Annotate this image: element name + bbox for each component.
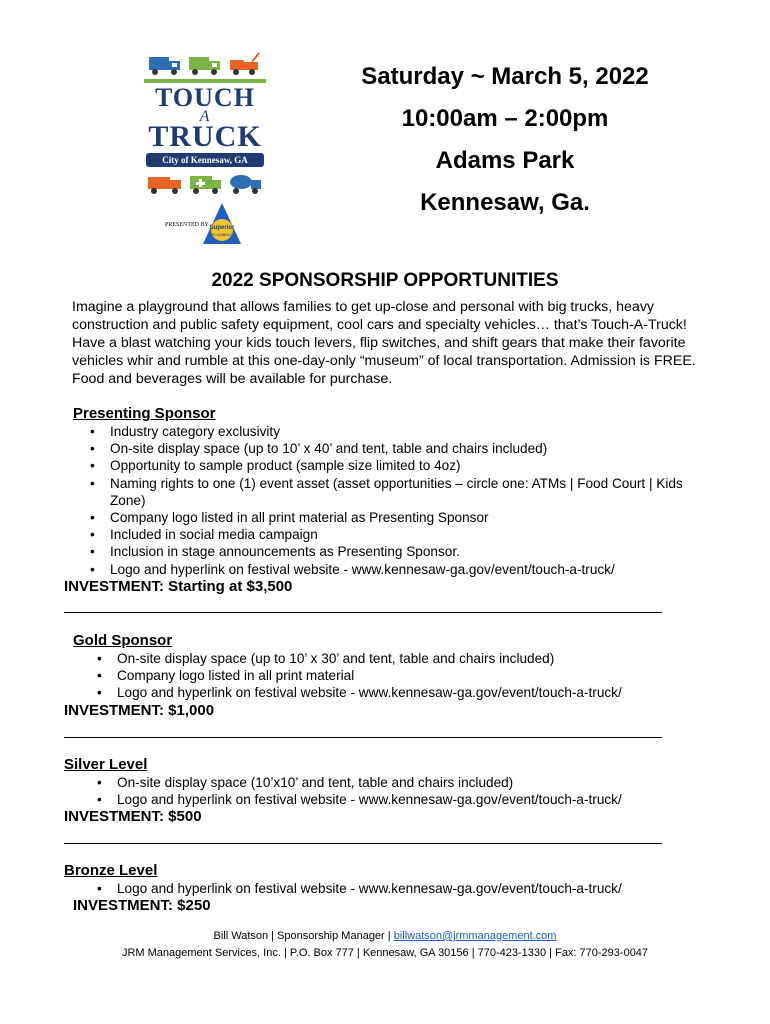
section-heading: Gold Sponsor [73,632,173,649]
sponsor-badge-sub: PLUMBING [211,232,233,237]
list-item [97,667,694,684]
list-item-text: On-site display space (10’x10’ and tent, table and chairs included) [117,775,514,790]
list-item-text: Logo and hyperlink on festival website - www.kennesaw-ga.gov/event/touch-a-truck/ [117,792,622,808]
logo-top-trucks [140,50,270,76]
bullet: • [90,441,95,457]
bullet: • [90,458,95,474]
list-item [90,526,694,543]
list-item-text: Opportunity to sample product (sample size limited to 4oz) [110,458,461,474]
event-venue: Adams Park [435,147,575,174]
contact-email-link[interactable]: billwatson@jrmmanagement.com [393,930,557,942]
list-item [97,774,694,791]
bullet: • [90,527,95,543]
list-item-text: On-site display space (up to 10’ x 30’ and tent, table and chairs included) [117,651,555,666]
fire-truck-icon [147,173,183,195]
list-item-text: Logo and hyperlink on festival website - www.kennesaw-ga.gov/event/touch-a-truck/ [110,561,615,577]
footer-contact-line [0,928,770,945]
section-heading: Silver Level [64,756,148,773]
logo-city-banner: City of Kennesaw, GA [146,153,264,167]
mixer-truck-icon [229,173,263,195]
event-date: Saturday ~ March 5, 2022 [361,63,649,90]
list-item [90,457,694,474]
gold-sponsor-section [64,632,694,720]
section-heading: Bronze Level [64,862,158,879]
logo-bottom-trucks [140,169,270,195]
list-item [90,509,694,526]
list-item-text: Company logo listed in all print material as Presenting Sponsor [110,510,489,526]
bullet: • [90,561,95,577]
investment-amount: INVESTMENT: $1,000 [64,701,215,719]
footer [0,928,770,962]
bullet: • [97,775,102,790]
list-item-text: Industry category exclusivity [110,424,280,439]
section-heading: Presenting Sponsor [73,405,216,422]
event-info [300,56,710,224]
tow-truck-icon [228,52,262,76]
bullet: • [90,424,95,439]
contact-name-title: Bill Watson | Sponsorship Manager | [213,930,394,942]
bronze-level-section [64,862,694,915]
list-item-text: Naming rights to one (1) event asset (asset opportunities – circle one: ATMs | Food Court | Kids Zone) [110,475,683,508]
event-time: 10:00am – 2:00pm [401,105,609,132]
list-item-text: On-site display space (up to 10’ x 40’ and tent, table and chairs included) [110,441,548,457]
list-item-text: Included in social media campaign [110,527,318,543]
bullet: • [97,685,102,701]
green-truck-icon [188,54,222,76]
section-divider [64,737,662,738]
investment-amount: INVESTMENT: Starting at $3,500 [64,577,293,595]
bullet: • [97,792,102,808]
page-title: 2022 SPONSORSHIP OPPORTUNITIES [211,270,559,291]
list-item [90,423,694,440]
list-item [97,650,694,667]
benefit-list [97,774,694,808]
list-item [97,684,694,701]
benefit-list [97,650,694,702]
section-divider [64,612,662,613]
bullet: • [97,651,102,666]
bullet: • [97,668,102,684]
section-divider [64,843,662,844]
investment-amount: INVESTMENT: $250 [73,897,211,915]
list-item-text: Company logo listed in all print material [117,668,355,684]
blue-truck-icon [148,54,182,76]
silver-level-section [64,756,694,826]
footer-address-line: JRM Management Services, Inc. | P.O. Box 777 | Kennesaw, GA 30156 | 770-423-1330 | Fax: 770-293-0047 [121,947,649,959]
logo-text-a: A [199,108,211,125]
list-item-text: Logo and hyperlink on festival website - www.kennesaw-ga.gov/event/touch-a-truck/ [117,881,622,896]
intro-paragraph: Imagine a playground that allows families to get up-close and personal with big trucks, heavy construction and public safety equipment, cool cars and specialty vehicles… that’s Touch-A-Truck! Have a blast watching your kids touch levers, flip switches, and shift gears that make their favorite vehicles whir and rumble at this one-day-only “museum” of local transportation. Admission is FREE. Food and beverages will be available for purchase. [72,299,696,387]
superior-plumbing-logo [202,202,242,246]
investment-amount: INVESTMENT: $500 [64,808,202,826]
list-item [90,561,694,578]
list-item [90,440,694,457]
ambulance-icon [189,173,223,195]
sponsor-badge-text: Superior [209,225,235,231]
presenting-sponsor-section [64,405,694,596]
list-item [90,475,690,509]
presented-by-label: PRESENTED BY [165,222,209,228]
bullet: • [90,544,95,560]
event-city: Kennesaw, Ga. [420,189,590,216]
bullet: • [90,475,95,491]
list-item [90,543,694,560]
bullet: • [90,510,95,526]
logo-text-touch: TOUCH [155,83,255,112]
logo-text-truck: TRUCK [148,120,262,153]
benefit-list [90,423,694,578]
list-item [97,791,694,808]
list-item-text: Logo and hyperlink on festival website - www.kennesaw-ga.gov/event/touch-a-truck/ [117,685,622,701]
touch-a-truck-logo [140,50,270,250]
list-item [97,880,694,897]
bullet: • [97,881,102,896]
list-item-text: Inclusion in stage announcements as Presenting Sponsor. [110,544,460,560]
benefit-list [97,880,694,897]
